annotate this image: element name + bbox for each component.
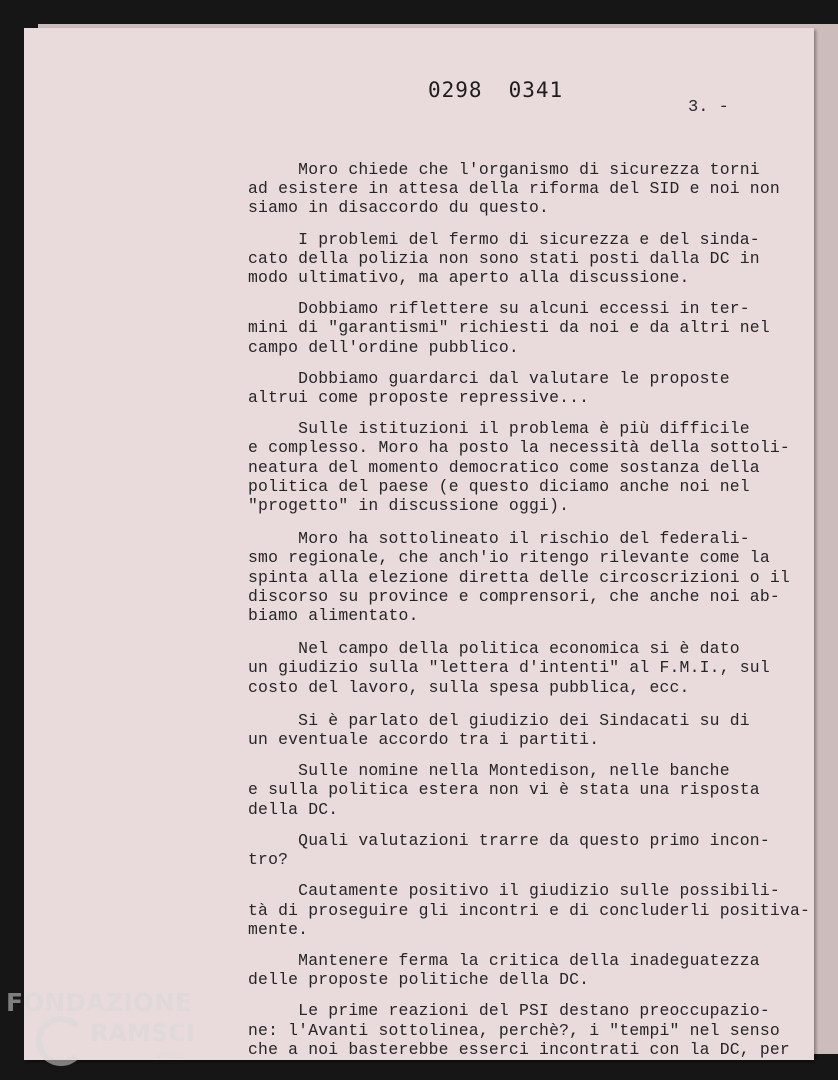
text-line: e complesso. Moro ha posto la necessità della sottoli- bbox=[248, 438, 790, 458]
text-line: altrui come proposte repressive... bbox=[248, 388, 590, 408]
text-line: e sulla politica estera non vi è stata una risposta bbox=[248, 780, 760, 800]
text-line: mente. bbox=[248, 919, 309, 939]
watermark-line-3: onlus bbox=[157, 1050, 184, 1061]
text-line: I problemi del fermo di sicurezza e del sinda- bbox=[248, 229, 760, 249]
text-line: modo ultimativo, ma aperto alla discussione. bbox=[248, 268, 690, 288]
paragraph bbox=[248, 160, 796, 218]
text-line: Dobbiamo guardarci dal valutare le proposte bbox=[248, 368, 730, 388]
text-line: Quali valutazioni trarre da questo primo incon- bbox=[248, 830, 770, 850]
text-line: ad esistere in attesa della riforma del SID e noi non bbox=[248, 179, 780, 199]
paragraph bbox=[248, 299, 796, 357]
paragraph bbox=[248, 639, 796, 697]
document-number bbox=[428, 78, 563, 102]
document-number-part-1: 0298 bbox=[428, 78, 483, 102]
document-body bbox=[248, 148, 811, 1059]
text-line: Sulle nomine nella Montedison, nelle banche bbox=[248, 761, 730, 781]
text-line: tro? bbox=[248, 850, 289, 870]
text-line: biamo alimentato. bbox=[248, 606, 419, 626]
fondazione-gramsci-watermark bbox=[6, 988, 216, 1076]
text-line: discorso su province e comprensori, che anche noi ab- bbox=[248, 586, 780, 606]
text-line: cato della polizia non sono stati posti dalla DC in bbox=[248, 248, 760, 268]
text-line: Mantenere ferma la critica della inadeguatezza bbox=[248, 950, 760, 970]
text-line: della DC. bbox=[248, 799, 339, 819]
text-line: costo del lavoro, sulla spesa pubblica, ecc. bbox=[248, 677, 690, 697]
watermark-line-2: RAMSCI bbox=[90, 1019, 195, 1047]
paragraph bbox=[248, 881, 811, 939]
paragraph bbox=[248, 711, 796, 749]
paragraph bbox=[248, 529, 796, 625]
document-page bbox=[24, 28, 814, 1060]
text-line: smo regionale, che anch'io ritengo rilevante come la bbox=[248, 548, 770, 568]
page-number: 3. - bbox=[688, 98, 729, 117]
paragraph bbox=[248, 1001, 796, 1059]
text-line: politica del paese (e questo diciamo anche noi nel bbox=[248, 476, 750, 496]
text-line: siamo in disaccordo du questo. bbox=[248, 198, 550, 218]
paragraph bbox=[248, 230, 796, 288]
text-line: Dobbiamo riflettere su alcuni eccessi in ter- bbox=[248, 299, 750, 319]
document-number-part-2: 0341 bbox=[508, 78, 564, 102]
text-line: che a noi basterebbe esserci incontrati con la DC, per bbox=[248, 1039, 790, 1059]
text-line: un giudizio sulla "lettera d'intenti" al F.M.I., sul bbox=[248, 658, 770, 678]
text-line: mini di "garantismi" richiesti da noi e da altri nel bbox=[248, 318, 770, 338]
text-line: tà di proseguire gli incontri e di concluderli positiva- bbox=[248, 900, 811, 920]
text-line: Cautamente positivo il giudizio sulle possibili- bbox=[248, 881, 780, 901]
text-line: Le prime reazioni del PSI destano preoccupazio- bbox=[248, 1001, 770, 1021]
text-line: delle proposte politiche della DC. bbox=[248, 970, 590, 990]
paragraph bbox=[248, 369, 796, 407]
text-line: un eventuale accordo tra i partiti. bbox=[248, 730, 600, 750]
paragraph bbox=[248, 951, 796, 989]
g-logo-icon bbox=[36, 1016, 86, 1066]
watermark-line-1: FONDAZIONE bbox=[6, 988, 193, 1017]
text-line: campo dell'ordine pubblico. bbox=[248, 337, 519, 357]
text-line: neatura del momento democratico come sostanza della bbox=[248, 457, 760, 477]
text-line: ne: l'Avanti sottolinea, perchè?, i "tempi" nel senso bbox=[248, 1020, 780, 1040]
text-line: spinta alla elezione diretta delle circoscrizioni o il bbox=[248, 567, 790, 587]
text-line: Moro ha sottolineato il rischio del federali- bbox=[248, 529, 750, 549]
paragraph bbox=[248, 761, 796, 819]
paragraph bbox=[248, 419, 796, 515]
text-line: Si è parlato del giudizio dei Sindacati su di bbox=[248, 710, 750, 730]
text-line: Nel campo della politica economica si è dato bbox=[248, 639, 740, 659]
paragraph bbox=[248, 831, 796, 869]
text-line: Sulle istituzioni il problema è più difficile bbox=[248, 419, 750, 439]
text-line: "progetto" in discussione oggi). bbox=[248, 496, 570, 516]
text-line: Moro chiede che l'organismo di sicurezza torni bbox=[248, 160, 760, 179]
